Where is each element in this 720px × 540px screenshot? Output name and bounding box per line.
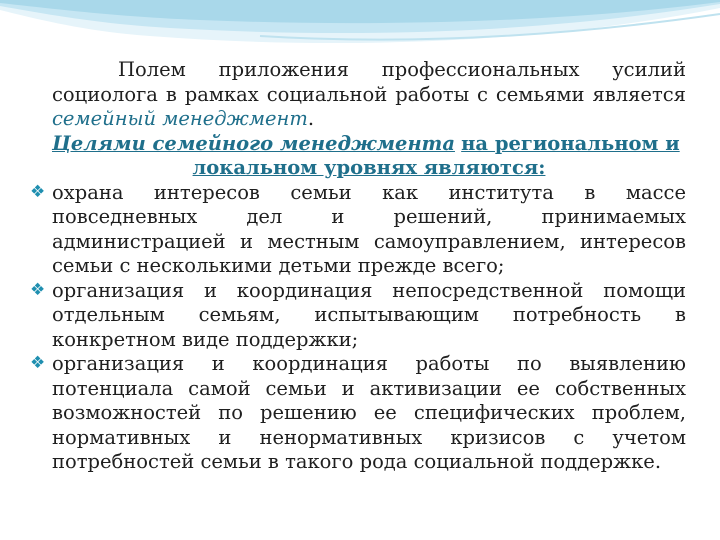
goals-heading bbox=[30, 132, 686, 181]
list-item-text: организация и координация работы по выявлению потенциала самой семьи и активизации ее собственных возможностей по решению ее специфических проблем, нормативных и ненормативных кризисов с учетом потребностей семьи в такого рода социальной поддержке. bbox=[52, 352, 686, 473]
list-item-text: охрана интересов семьи как института в массе повседневных дел и решений, принимаемых администрацией и местным самоуправлением, интересов семьи с несколькими детьми прежде всего; bbox=[52, 180, 686, 277]
checkmark-diamond-icon: ❖ bbox=[30, 353, 46, 373]
goals-heading-line1 bbox=[52, 132, 686, 157]
intro-text: Полем приложения профессиональных усилий социолога в рамках социальной работы с семьями является bbox=[52, 58, 686, 106]
list-item bbox=[30, 352, 686, 475]
checkmark-diamond-icon: ❖ bbox=[30, 279, 46, 300]
goals-heading-line2: локальном уровнях являются: bbox=[192, 156, 546, 179]
list-item-text: организация и координация непосредственной помощи отдельным семьям, испытывающим потребность в конкретном виде поддержки; bbox=[52, 278, 686, 351]
checkmark-diamond-icon: ❖ bbox=[30, 181, 46, 202]
intro-highlight: семейный менеджмент bbox=[52, 107, 308, 130]
list-item bbox=[30, 279, 686, 353]
goals-heading-italic: Целями семейного менеджмента bbox=[52, 131, 455, 155]
goals-heading-bold: на региональном и bbox=[461, 131, 680, 155]
intro-end: . bbox=[307, 107, 315, 130]
wave-decoration bbox=[0, 0, 720, 60]
list-item bbox=[30, 181, 686, 279]
slide-body bbox=[30, 58, 686, 475]
intro-paragraph bbox=[30, 58, 686, 132]
